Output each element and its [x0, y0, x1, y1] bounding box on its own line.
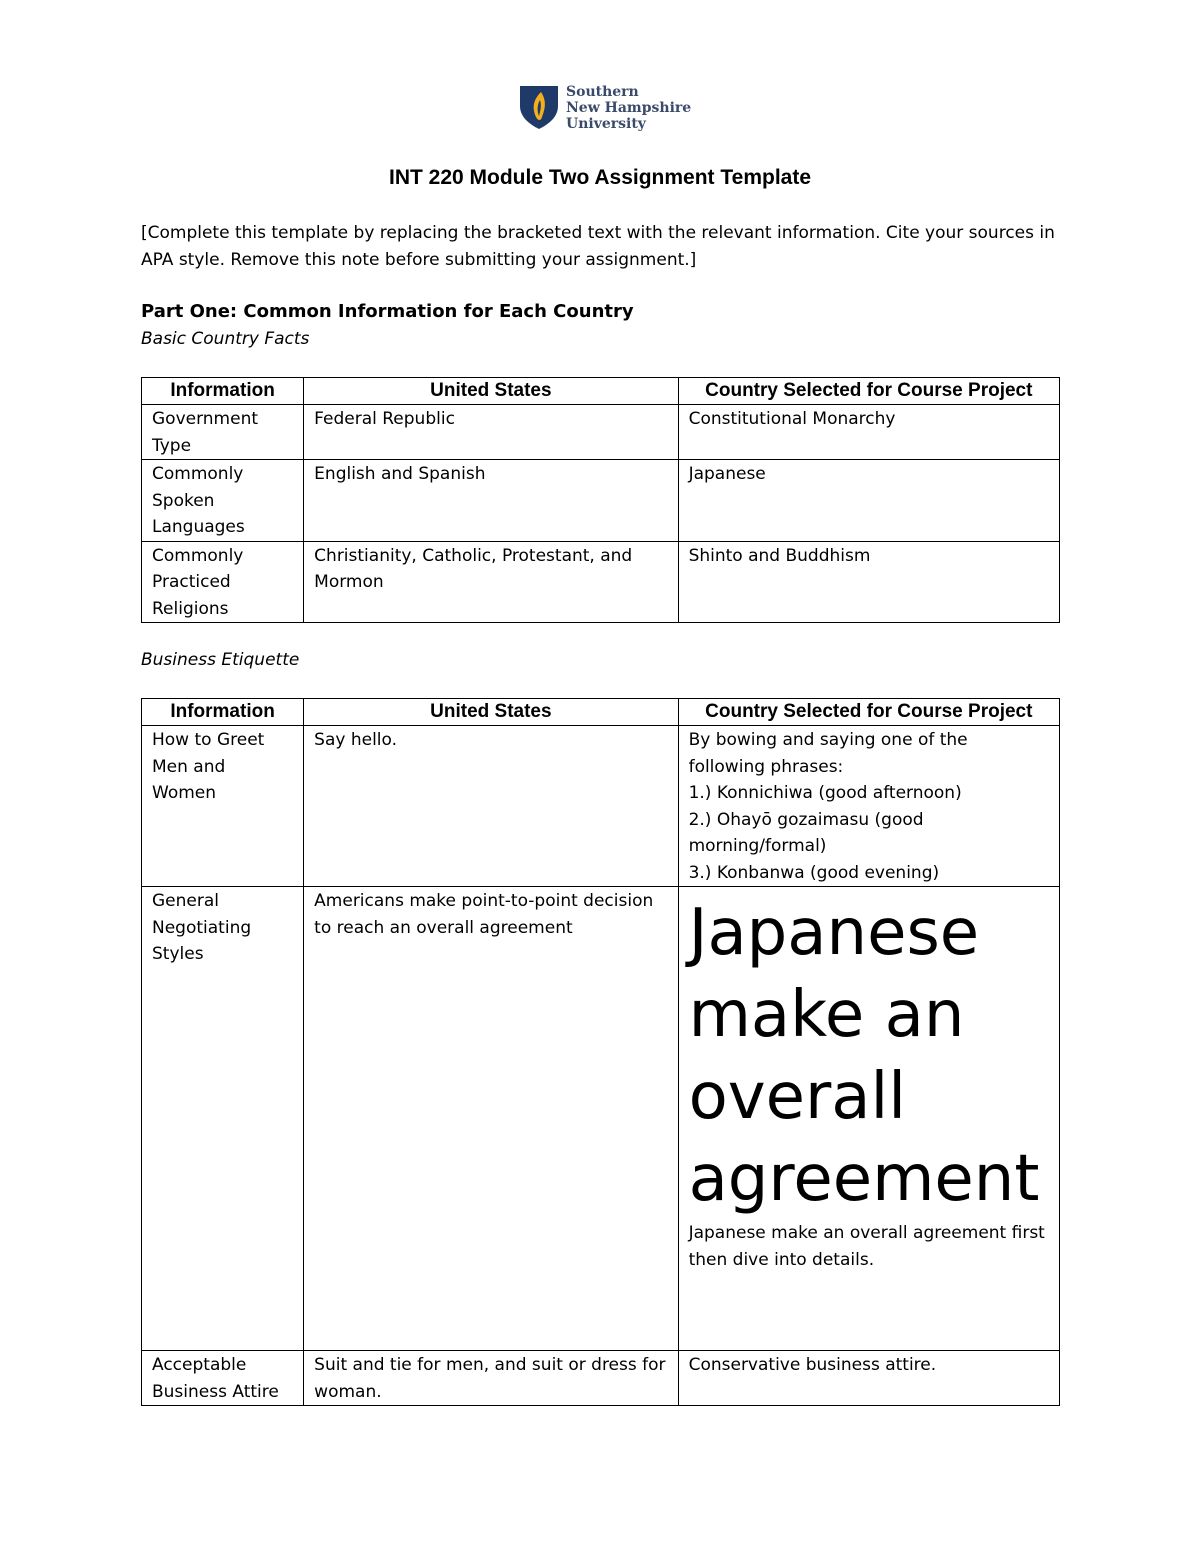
table-row — [142, 726, 1060, 887]
us-cell: Christianity, Catholic, Protestant, and Mormon — [304, 541, 678, 623]
business-etiquette-table — [141, 698, 1060, 1406]
part-one-heading: Part One: Common Information for Each Country — [141, 301, 634, 322]
greeting-phrase-1: 1.) Konnichiwa (good afternoon) — [688, 783, 962, 803]
header-country-selected: Country Selected for Course Project — [678, 699, 1059, 726]
table-row — [142, 1351, 1060, 1406]
country-cell — [678, 726, 1059, 887]
university-logo — [519, 84, 692, 132]
greeting-phrase-2: 2.) Ohayō gozaimasu (good morning/formal) — [688, 809, 924, 856]
greeting-phrase-3: 3.) Konbanwa (good evening) — [688, 862, 940, 883]
table-row — [142, 541, 1060, 623]
country-cell: Conservative business attire. — [678, 1351, 1059, 1406]
us-cell: Federal Republic — [304, 405, 678, 460]
country-cell — [678, 887, 1059, 1351]
shield-logo-icon — [519, 84, 559, 130]
country-cell: Shinto and Buddhism — [678, 541, 1059, 623]
header-information: Information — [142, 699, 304, 726]
row-label: Government Type — [142, 405, 304, 460]
us-cell: English and Spanish — [304, 460, 678, 542]
template-note: [Complete this template by replacing the bracketed text with the relevant information. Cite your sources in APA style. Remove this note before submitting your assignment.] — [141, 223, 1055, 270]
negotiating-large-text: Japanese make an overall agreement — [688, 896, 1040, 1216]
table-row — [142, 887, 1060, 1351]
country-cell: Constitutional Monarchy — [678, 405, 1059, 460]
logo-line-2: New Hampshire — [566, 100, 692, 116]
table-row — [142, 405, 1060, 460]
row-label: How to Greet Men and Women — [142, 726, 304, 887]
row-label: Commonly Practiced Religions — [142, 541, 304, 623]
basic-facts-table — [141, 377, 1060, 623]
logo-wordmark — [566, 84, 691, 132]
greeting-intro: By bowing and saying one of the following phrases: — [688, 730, 968, 777]
row-label: Acceptable Business Attire — [142, 1351, 304, 1406]
us-cell: Americans make point-to-point decision to reach an overall agreement — [304, 887, 678, 1351]
negotiating-detail-text: Japanese make an overall agreement first then dive into details. — [688, 1223, 1045, 1270]
row-label: General Negotiating Styles — [142, 887, 304, 1351]
row-label: Commonly Spoken Languages — [142, 460, 304, 542]
us-cell: Say hello. — [304, 726, 678, 887]
basic-facts-subheading: Basic Country Facts — [141, 329, 310, 349]
logo-line-3: University — [566, 116, 646, 132]
header-united-states: United States — [304, 378, 678, 405]
us-cell: Suit and tie for men, and suit or dress for woman. — [304, 1351, 678, 1406]
business-etiquette-subheading: Business Etiquette — [141, 650, 300, 670]
country-cell: Japanese — [678, 460, 1059, 542]
page-title: INT 220 Module Two Assignment Template — [389, 166, 811, 189]
table-header-row — [142, 378, 1060, 405]
header-united-states: United States — [304, 699, 678, 726]
header-information: Information — [142, 378, 304, 405]
header-country-selected: Country Selected for Course Project — [678, 378, 1059, 405]
logo-line-1: Southern — [566, 84, 639, 100]
table-row — [142, 460, 1060, 542]
table-header-row — [142, 699, 1060, 726]
